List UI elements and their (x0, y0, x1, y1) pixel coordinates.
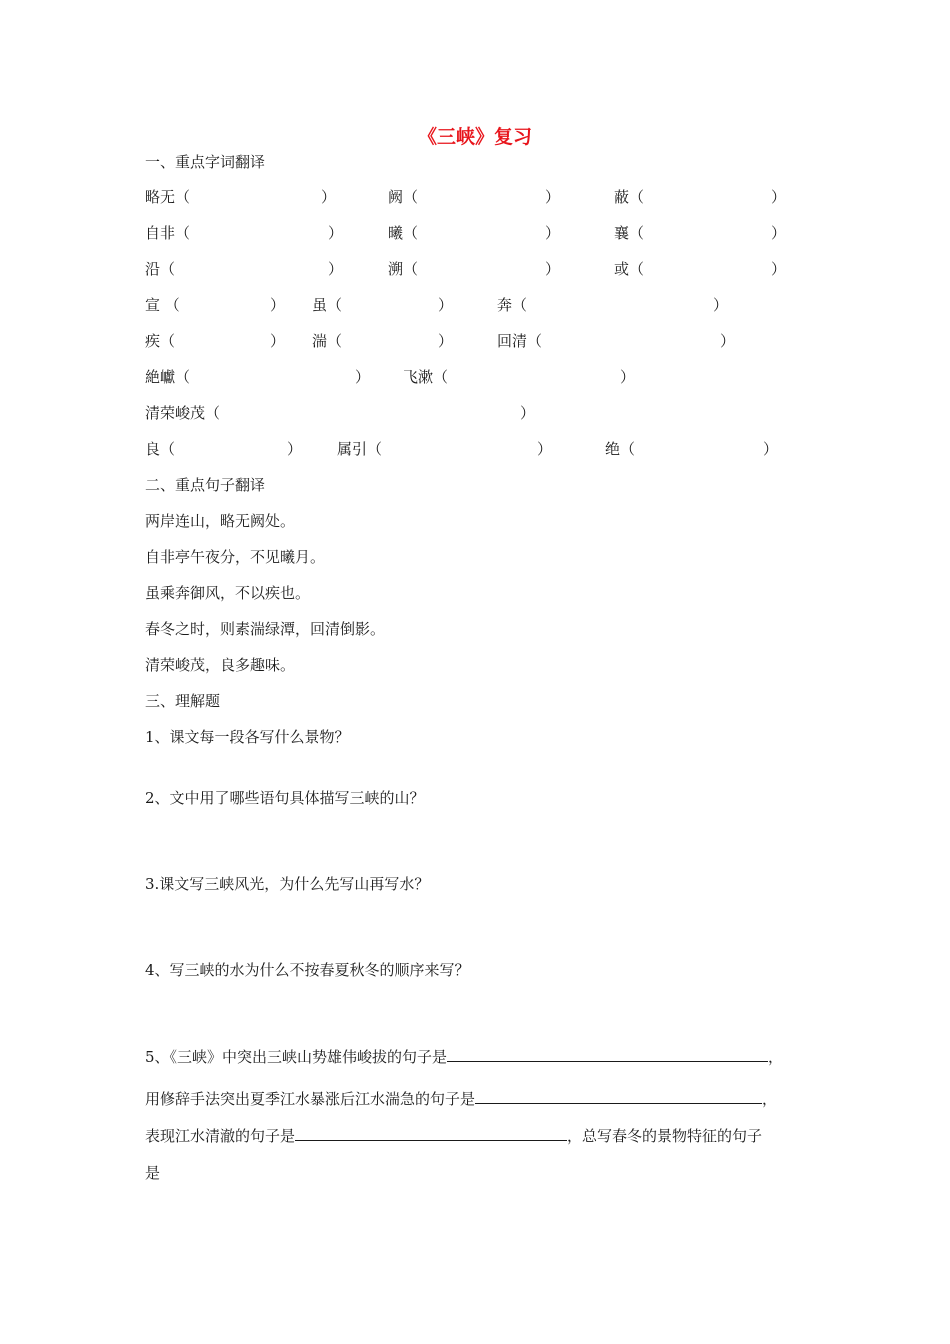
vocab-close: ） (771, 260, 787, 278)
vocab-close: ） (763, 440, 779, 458)
vocab-close: ） (545, 224, 561, 242)
q5-line3-text: 表现江水清澈的句子是 (145, 1127, 296, 1145)
vocab-close: ） (321, 188, 337, 206)
question-item: 4、写三峡的水为什么不按春夏秋冬的顺序来写？ (145, 961, 470, 979)
vocab-term: 回清（ (497, 332, 543, 350)
vocab-close: ） (771, 188, 787, 206)
vocab-close: ） (545, 188, 561, 206)
page-title: 《三峡》复习 (417, 126, 532, 148)
vocab-close: ） (438, 332, 454, 350)
vocab-close: ） (520, 404, 536, 422)
sentence-item: 两岸连山，略无阙处。 (145, 512, 296, 530)
q5-answer-blank[interactable] (447, 1045, 768, 1062)
vocab-term: 或（ (614, 260, 645, 278)
vocab-term: 襄（ (614, 224, 645, 242)
q5-line1-end: ， (768, 1048, 784, 1066)
q5-line2 (145, 1087, 777, 1109)
q5-line3 (145, 1124, 762, 1146)
vocab-close: ） (438, 296, 454, 314)
vocab-term: 飞漱（ (403, 368, 449, 386)
sentence-item: 春冬之时，则素湍绿潭，回清倒影。 (145, 620, 386, 638)
vocab-close: ） (270, 332, 286, 350)
vocab-close: ） (620, 368, 636, 386)
section1-heading: 一、重点字词翻译 (145, 153, 266, 171)
sentence-item: 自非亭午夜分，不见曦月。 (145, 548, 326, 566)
vocab-term: 清荣峻茂（ (145, 404, 221, 422)
section3-heading: 三、理解题 (145, 692, 221, 710)
sentence-item: 清荣峻茂，良多趣味。 (145, 656, 296, 674)
vocab-term: 自非（ (145, 224, 191, 242)
vocab-close: ） (545, 260, 561, 278)
question-item: 1、课文每一段各写什么景物？ (145, 728, 350, 746)
sentence-item: 虽乘奔御风，不以疾也。 (145, 584, 311, 602)
vocab-term: 曦（ (388, 224, 419, 242)
vocab-term: 虽（ (312, 296, 343, 314)
vocab-term: 蔽（ (614, 188, 645, 206)
vocab-term: 湍（ (312, 332, 343, 350)
vocab-close: ） (355, 368, 371, 386)
vocab-close: ） (328, 224, 344, 242)
question-item: 3.课文写三峡风光，为什么先写山再写水？ (145, 875, 430, 893)
vocab-close: ） (270, 296, 286, 314)
section2-heading: 二、重点句子翻译 (145, 476, 266, 494)
q5-line1 (145, 1045, 783, 1067)
vocab-close: ） (328, 260, 344, 278)
q5-line2-end: ， (762, 1090, 778, 1108)
vocab-close: ） (720, 332, 736, 350)
question-item: 2、文中用了哪些语句具体描写三峡的山？ (145, 789, 425, 807)
vocab-term: 宣 （ (145, 296, 180, 314)
q5-answer-blank[interactable] (295, 1124, 567, 1141)
vocab-close: ） (287, 440, 303, 458)
q5-line1-text: 5、《三峡》中突出三峡山势雄伟峻拔的句子是 (145, 1048, 448, 1066)
q5-line4: 是 (145, 1164, 161, 1182)
vocab-close: ） (537, 440, 553, 458)
vocab-term: 绝（ (605, 440, 636, 458)
vocab-term: 溯（ (388, 260, 419, 278)
q5-line3-mid: ，总写春冬的景物特征的句子 (567, 1127, 763, 1145)
vocab-close: ） (771, 224, 787, 242)
vocab-close: ） (713, 296, 729, 314)
vocab-term: 疾（ (145, 332, 176, 350)
vocab-term: 奔（ (497, 296, 528, 314)
q5-answer-blank[interactable] (475, 1087, 762, 1104)
vocab-term: 良（ (145, 440, 176, 458)
vocab-term: 略无（ (145, 188, 191, 206)
vocab-term: 属引（ (337, 440, 383, 458)
vocab-term: 阙（ (388, 188, 419, 206)
vocab-term: 沿（ (145, 260, 176, 278)
q5-line2-text: 用修辞手法突出夏季江水暴涨后江水湍急的句子是 (145, 1090, 476, 1108)
vocab-term: 絶巘（ (145, 368, 191, 386)
